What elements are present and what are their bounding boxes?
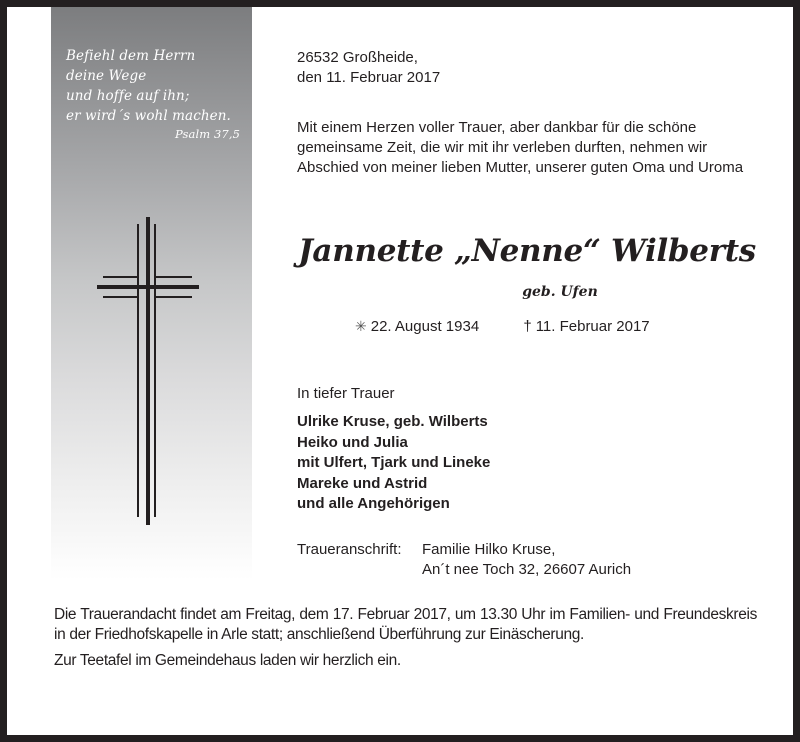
psalm-line: und hoffe auf ihn;	[66, 88, 190, 104]
psalm-line: er wird´s wohl machen.	[66, 108, 231, 124]
psalm-line: Befiehl dem Herrn	[66, 48, 196, 64]
tea-invitation: Zur Teetafel im Gemeindehaus laden wir herzlich ein.	[54, 652, 401, 669]
address-label: Traueranschrift:	[297, 541, 402, 558]
place-and-date	[297, 48, 440, 88]
death-date: 11. Februar 2017	[535, 318, 650, 335]
birth-date: 22. August 1934	[370, 318, 480, 335]
cross-icon	[97, 217, 199, 525]
cross-line-bottom-left	[103, 296, 139, 298]
deceased-name: Jannette „Nenne“ Wilberts	[298, 233, 756, 269]
mourners-heading: In tiefer Trauer	[297, 385, 395, 402]
address-row	[297, 560, 631, 580]
date: den 11. Februar 2017	[297, 69, 441, 86]
psalm-line: deine Wege	[66, 68, 147, 84]
mourning-address	[297, 540, 631, 580]
cross-horizontal-bar	[97, 285, 199, 289]
cross-line-top-right	[154, 276, 192, 278]
life-dates	[355, 316, 650, 337]
mourner-entry: Heiko und Julia	[297, 433, 408, 451]
cross-vertical-bar	[146, 217, 150, 525]
mourner-entry: und alle Angehörigen	[297, 495, 450, 512]
psalm-sidebar	[51, 7, 252, 580]
death-dagger-icon: †	[523, 318, 532, 335]
mourner-entry: Ulrike Kruse, geb. Wilberts	[297, 413, 488, 430]
mourners-list	[297, 412, 490, 515]
cross-line-top-left	[103, 276, 139, 278]
place: 26532 Großheide,	[297, 49, 418, 66]
psalm-quote	[66, 46, 246, 142]
address-row	[297, 540, 631, 560]
mourner-entry: Mareke und Astrid	[297, 474, 428, 492]
cross-vertical-line-right	[154, 224, 156, 517]
cross-vertical-line-left	[137, 224, 139, 517]
service-information	[54, 605, 757, 671]
address-line-2: An´t nee Toch 32, 26607 Aurich	[422, 561, 632, 578]
mourner-entry: mit Ulfert, Tjark und Lineke	[297, 454, 491, 471]
obituary-notice	[7, 7, 793, 735]
address-line-1: Familie Hilko Kruse,	[422, 541, 556, 558]
intro-text: Mit einem Herzen voller Trauer, aber dankbar für die schöne gemeinsame Zeit, die wir mit ihr verleben durften, nehmen wir Abschied von meiner lieben Mutter, unserer guten Oma und Uroma	[297, 119, 744, 176]
service-details: Die Trauerandacht findet am Freitag, dem 17. Februar 2017, um 13.30 Uhr im Familien- und Freundeskreis in der Friedhofskapelle in Arle statt; anschließend Überführung zur Einäscherung.	[54, 606, 757, 643]
birth-star-icon: ✳	[355, 318, 367, 334]
psalm-reference: Psalm 37,5	[174, 127, 240, 141]
maiden-name: geb. Ufen	[522, 284, 598, 300]
cross-line-bottom-right	[154, 296, 192, 298]
